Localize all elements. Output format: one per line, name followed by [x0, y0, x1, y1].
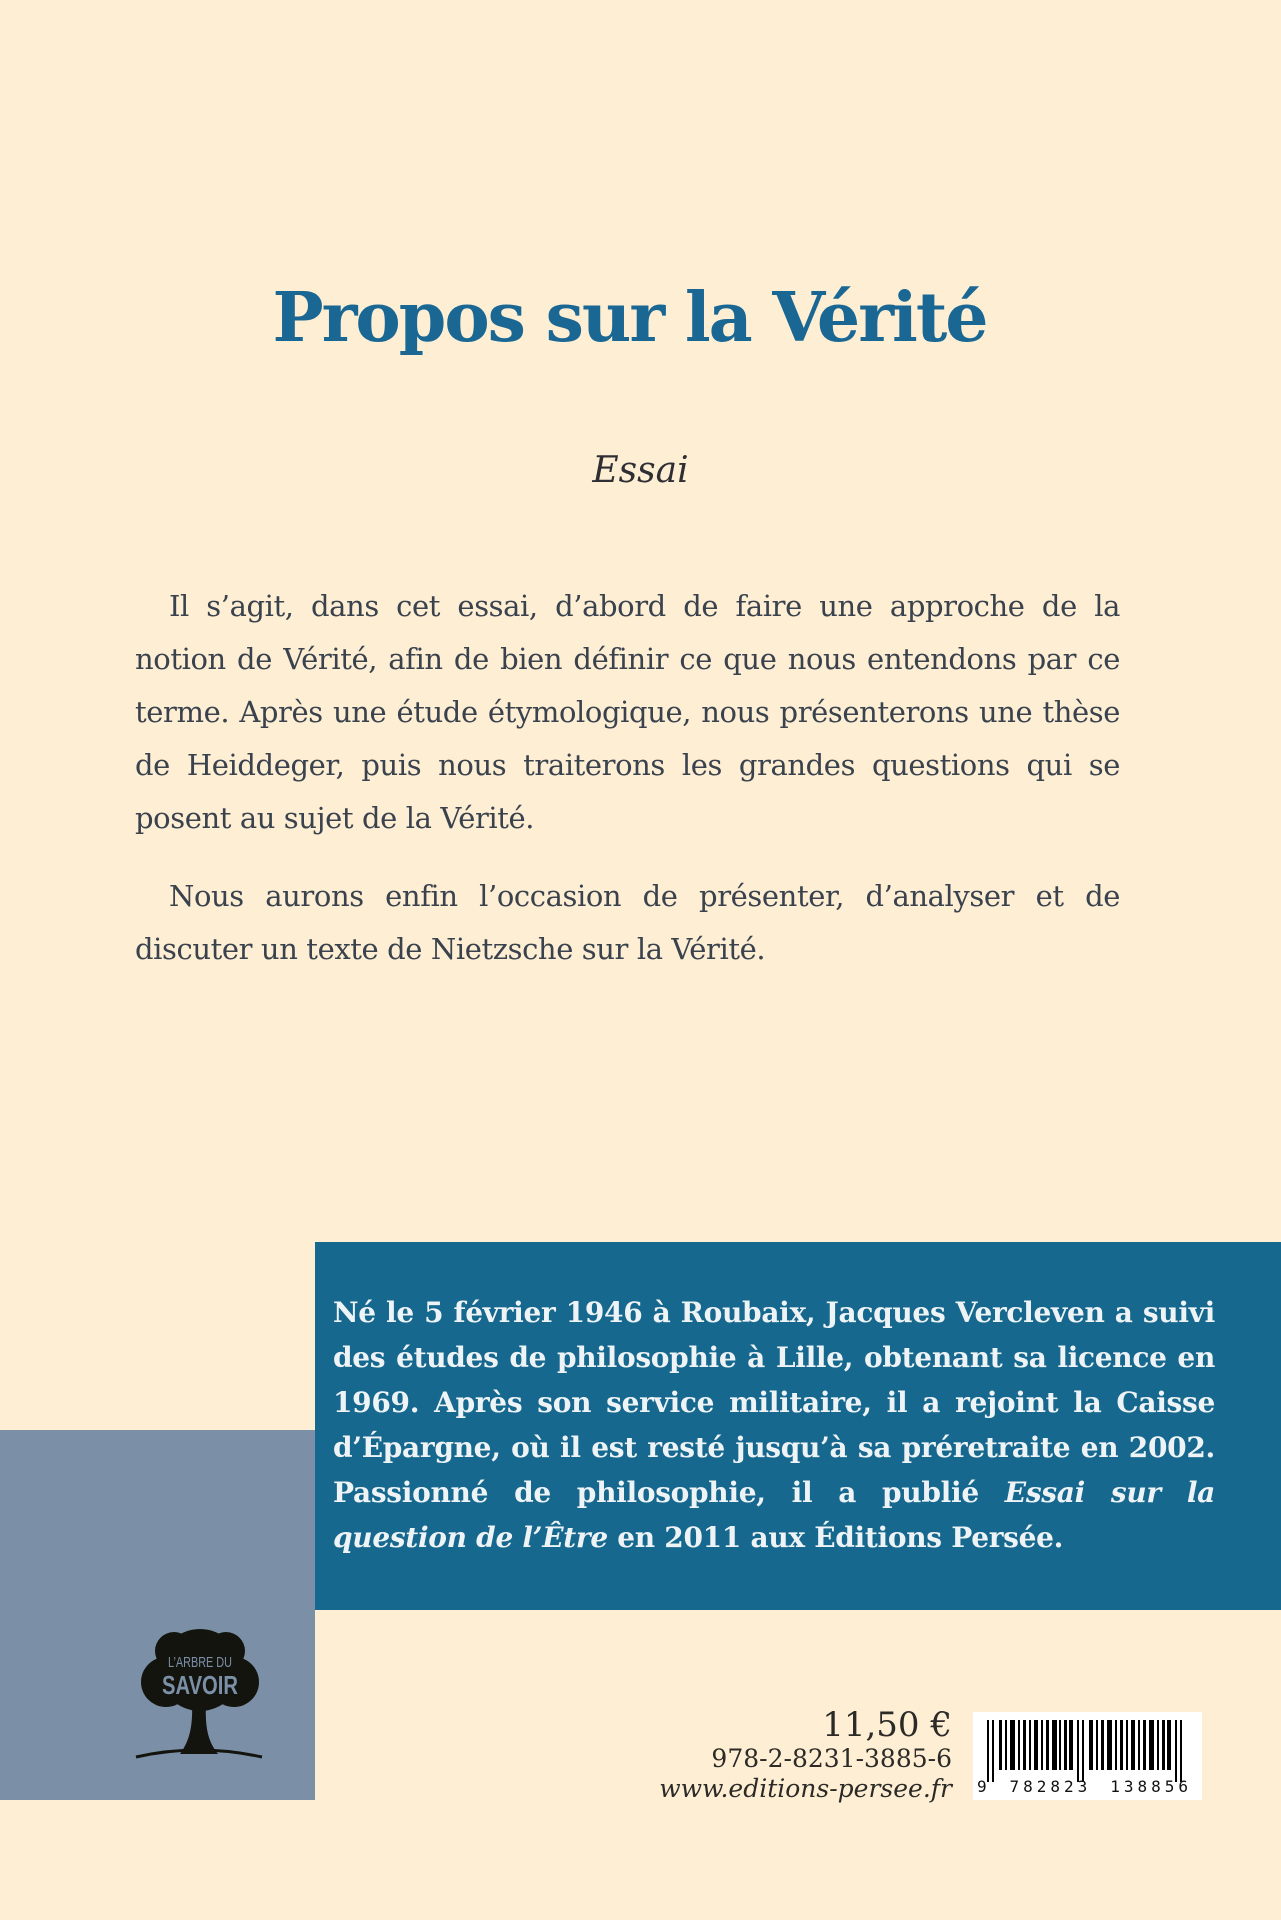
- synopsis: [135, 580, 1120, 1001]
- synopsis-paragraph-2: Nous aurons enfin l’occasion de présenter, d’analyser et de discuter un texte de Nietzsche sur la Vérité.: [135, 879, 1120, 966]
- isbn-label: 978-2-8231-3885-6: [711, 1744, 952, 1773]
- bio-text-tail: en 2011 aux Éditions Persée.: [607, 1521, 1064, 1554]
- barcode: [973, 1712, 1202, 1800]
- bio-text-lead: Né le 5 février 1946 à Roubaix, Jacques Vercleven a suivi des études de philosophie à Lille, obtenant sa licence en 1969. Après son service militaire, il a rejoint la Caisse d’Épargne, où il est resté jusqu’à sa préretraite en 2002. Passionné de philosophie, il a publié: [333, 1296, 1215, 1509]
- author-bio-panel: [315, 1242, 1281, 1610]
- barcode-digits: [973, 1772, 1202, 1798]
- barcode-digit-lead: 9: [977, 1777, 991, 1796]
- book-title: Propos sur la Vérité: [272, 278, 987, 358]
- website-label: www.editions-persee.fr: [659, 1774, 952, 1803]
- barcode-digit-group1: 782823: [1009, 1777, 1092, 1796]
- book-subtitle: Essai: [592, 450, 689, 491]
- imprint-block: [532, 1706, 952, 1804]
- author-bio-text: [333, 1290, 1215, 1560]
- tree-of-knowledge-logo: [112, 1628, 284, 1772]
- logo-text-line1: L’ARBRE DU: [168, 1654, 232, 1671]
- barcode-digit-group2: 138856: [1110, 1777, 1192, 1796]
- synopsis-paragraph-1: Il s’agit, dans cet essai, d’abord de faire une approche de la notion de Vérité, afin de bien définir ce que nous entendons par ce terme. Après une étude étymologique, nous présenterons une thèse de Heiddeger, puis nous traiterons les grandes questions qui se posent au sujet de la Vérité.: [135, 589, 1120, 835]
- price-label: 11,50 €: [822, 1705, 952, 1745]
- logo-text-line2: SAVOIR: [162, 1670, 239, 1700]
- bio-cited-work-title: Essai sur la question de l’Être: [333, 1476, 1215, 1554]
